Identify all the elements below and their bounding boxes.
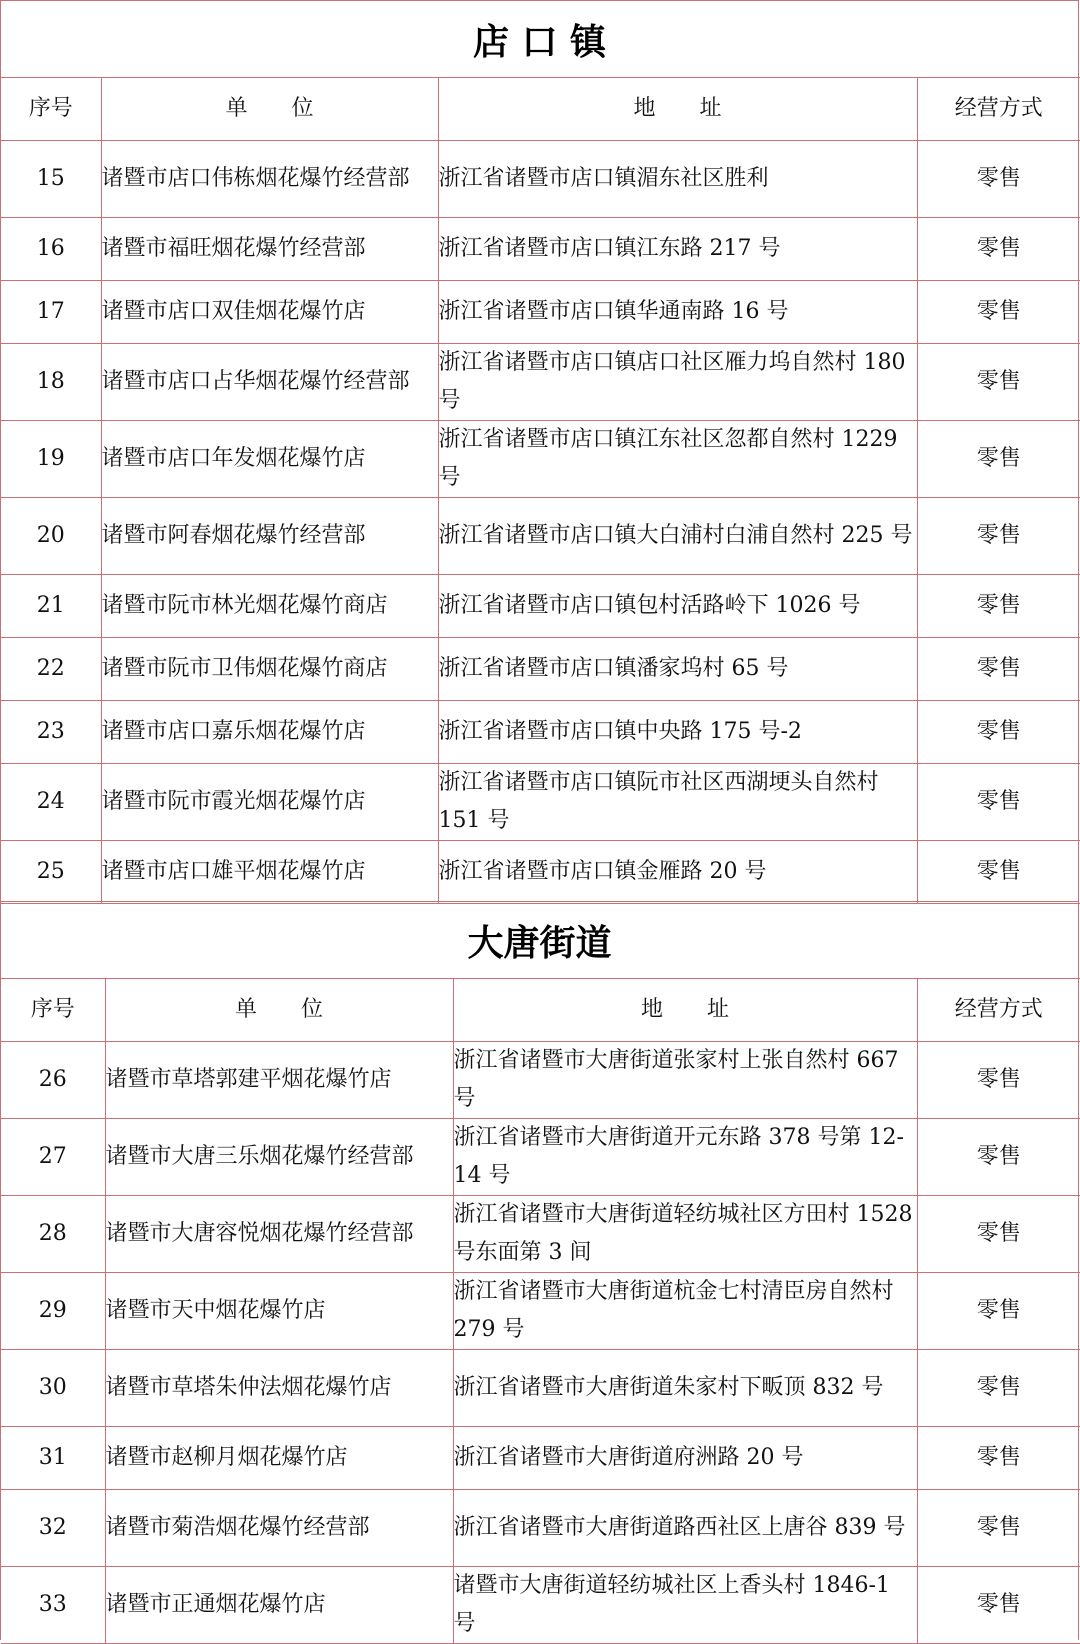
table-row [1, 764, 1080, 841]
col-header-num: 序号 [1, 78, 101, 141]
row-address: 浙江省诸暨市店口镇华通南路 16 号 [438, 281, 917, 344]
row-num: 17 [1, 281, 101, 344]
table-row [1, 841, 1080, 904]
row-mode: 零售 [917, 638, 1080, 701]
row-unit: 诸暨市正通烟花爆竹店 [105, 1567, 453, 1644]
table-row [1, 1350, 1080, 1427]
row-address: 浙江省诸暨市大唐街道轻纺城社区方田村 1528 号东面第 3 间 [453, 1196, 917, 1273]
table-row [1, 701, 1080, 764]
row-num: 20 [1, 498, 101, 575]
row-num: 26 [1, 1042, 105, 1119]
row-unit: 诸暨市草塔郭建平烟花爆竹店 [105, 1042, 453, 1119]
row-mode: 零售 [917, 1490, 1080, 1567]
row-mode: 零售 [917, 1350, 1080, 1427]
row-mode: 零售 [917, 1119, 1080, 1196]
row-address: 浙江省诸暨市大唐街道府洲路 20 号 [453, 1427, 917, 1490]
table-row [1, 1567, 1080, 1644]
row-mode: 零售 [917, 1273, 1080, 1350]
row-num: 22 [1, 638, 101, 701]
row-address: 诸暨市大唐街道轻纺城社区上香头村 1846-1 号 [453, 1567, 917, 1644]
row-address: 浙江省诸暨市店口镇江东社区忽都自然村 1229 号 [438, 421, 917, 498]
row-address: 浙江省诸暨市店口镇包村活路岭下 1026 号 [438, 575, 917, 638]
row-num: 28 [1, 1196, 105, 1273]
row-address: 浙江省诸暨市店口镇湄东社区胜利 [438, 141, 917, 218]
row-mode: 零售 [917, 281, 1080, 344]
row-num: 24 [1, 764, 101, 841]
table-datang [1, 978, 1080, 1644]
row-num: 32 [1, 1490, 105, 1567]
row-unit: 诸暨市阮市霞光烟花爆竹店 [101, 764, 438, 841]
table-row [1, 1196, 1080, 1273]
table-row [1, 498, 1080, 575]
row-num: 31 [1, 1427, 105, 1490]
col-header-unit: 单 位 [101, 78, 438, 141]
row-unit: 诸暨市店口年发烟花爆竹店 [101, 421, 438, 498]
table-row [1, 141, 1080, 218]
header-row [1, 78, 1080, 141]
row-unit: 诸暨市店口占华烟花爆竹经营部 [101, 344, 438, 421]
row-unit: 诸暨市大唐三乐烟花爆竹经营部 [105, 1119, 453, 1196]
col-header-address: 地 址 [453, 979, 917, 1042]
row-mode: 零售 [917, 701, 1080, 764]
table-row [1, 1119, 1080, 1196]
row-mode: 零售 [917, 498, 1080, 575]
row-address: 浙江省诸暨市大唐街道张家村上张自然村 667 号 [453, 1042, 917, 1119]
row-address: 浙江省诸暨市大唐街道朱家村下畈顶 832 号 [453, 1350, 917, 1427]
row-address: 浙江省诸暨市店口镇潘家坞村 65 号 [438, 638, 917, 701]
row-num: 19 [1, 421, 101, 498]
row-address: 浙江省诸暨市店口镇江东路 217 号 [438, 218, 917, 281]
row-address: 浙江省诸暨市大唐街道路西社区上唐谷 839 号 [453, 1490, 917, 1567]
row-num: 18 [1, 344, 101, 421]
row-mode: 零售 [917, 1196, 1080, 1273]
row-address: 浙江省诸暨市店口镇大白浦村白浦自然村 225 号 [438, 498, 917, 575]
row-unit: 诸暨市草塔朱仲法烟花爆竹店 [105, 1350, 453, 1427]
row-num: 33 [1, 1567, 105, 1644]
row-unit: 诸暨市菊浩烟花爆竹经营部 [105, 1490, 453, 1567]
row-mode: 零售 [917, 218, 1080, 281]
row-unit: 诸暨市福旺烟花爆竹经营部 [101, 218, 438, 281]
row-unit: 诸暨市大唐容悦烟花爆竹经营部 [105, 1196, 453, 1273]
row-num: 30 [1, 1350, 105, 1427]
table-row [1, 1042, 1080, 1119]
row-num: 16 [1, 218, 101, 281]
row-unit: 诸暨市店口嘉乐烟花爆竹店 [101, 701, 438, 764]
row-address: 浙江省诸暨市店口镇金雁路 20 号 [438, 841, 917, 904]
header-row [1, 979, 1080, 1042]
row-unit: 诸暨市阮市卫伟烟花爆竹商店 [101, 638, 438, 701]
row-num: 21 [1, 575, 101, 638]
row-mode: 零售 [917, 1427, 1080, 1490]
table-row [1, 421, 1080, 498]
row-mode: 零售 [917, 575, 1080, 638]
row-unit: 诸暨市店口双佳烟花爆竹店 [101, 281, 438, 344]
row-mode: 零售 [917, 841, 1080, 904]
col-header-address: 地 址 [438, 78, 917, 141]
row-unit: 诸暨市店口雄平烟花爆竹店 [101, 841, 438, 904]
section-title-diankou: 店 口 镇 [1, 0, 1078, 78]
row-mode: 零售 [917, 764, 1080, 841]
row-num: 27 [1, 1119, 105, 1196]
row-address: 浙江省诸暨市大唐街道杭金七村清臣房自然村 279 号 [453, 1273, 917, 1350]
row-address: 浙江省诸暨市店口镇中央路 175 号-2 [438, 701, 917, 764]
row-unit: 诸暨市赵柳月烟花爆竹店 [105, 1427, 453, 1490]
row-unit: 诸暨市阮市林光烟花爆竹商店 [101, 575, 438, 638]
row-mode: 零售 [917, 141, 1080, 218]
table-row [1, 281, 1080, 344]
table-row [1, 1490, 1080, 1567]
row-num: 23 [1, 701, 101, 764]
row-unit: 诸暨市阿春烟花爆竹经营部 [101, 498, 438, 575]
row-unit: 诸暨市天中烟花爆竹店 [105, 1273, 453, 1350]
table-row [1, 575, 1080, 638]
row-num: 29 [1, 1273, 105, 1350]
row-mode: 零售 [917, 1567, 1080, 1644]
table-diankou [1, 77, 1080, 904]
table-row [1, 218, 1080, 281]
col-header-unit: 单 位 [105, 979, 453, 1042]
row-mode: 零售 [917, 344, 1080, 421]
row-address: 浙江省诸暨市大唐街道开元东路 378 号第 12-14 号 [453, 1119, 917, 1196]
table-row [1, 1273, 1080, 1350]
row-num: 25 [1, 841, 101, 904]
section-title-datang: 大唐街道 [1, 901, 1078, 979]
row-address: 浙江省诸暨市店口镇阮市社区西湖埂头自然村 151 号 [438, 764, 917, 841]
row-unit: 诸暨市店口伟栋烟花爆竹经营部 [101, 141, 438, 218]
col-header-mode: 经营方式 [917, 78, 1080, 141]
col-header-mode: 经营方式 [917, 979, 1080, 1042]
row-mode: 零售 [917, 421, 1080, 498]
table-row [1, 344, 1080, 421]
col-header-num: 序号 [1, 979, 105, 1042]
row-num: 15 [1, 141, 101, 218]
row-mode: 零售 [917, 1042, 1080, 1119]
table-row [1, 1427, 1080, 1490]
row-address: 浙江省诸暨市店口镇店口社区雁力坞自然村 180 号 [438, 344, 917, 421]
table-row [1, 638, 1080, 701]
